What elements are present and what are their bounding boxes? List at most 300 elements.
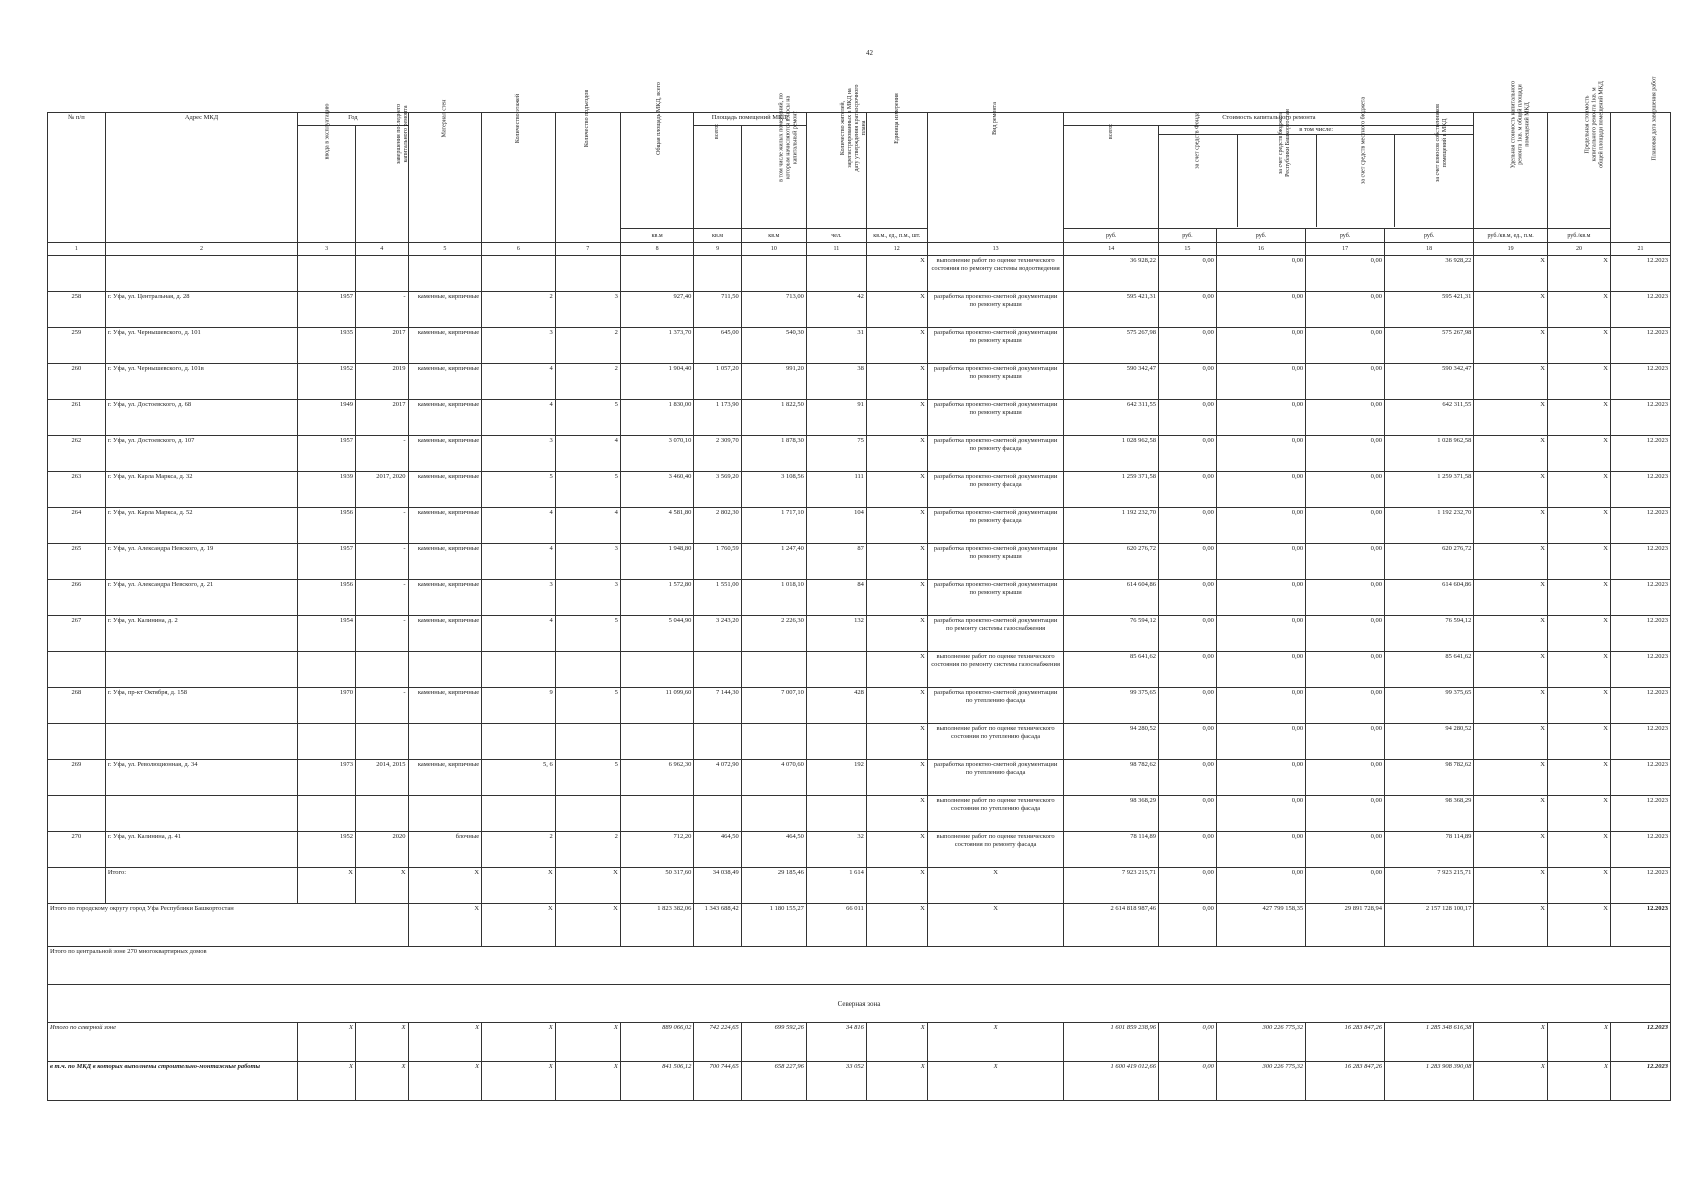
- north-total-cell: 300 226 775,32: [1216, 1023, 1305, 1062]
- column-number: 16: [1216, 243, 1305, 256]
- cell-fund: 0,00: [1159, 508, 1217, 544]
- cell-res: 104: [806, 508, 866, 544]
- cell-rep: 0,00: [1216, 580, 1305, 616]
- north-total-cell: X: [1474, 1023, 1548, 1062]
- unit-rub: руб.: [1384, 229, 1473, 243]
- cell-mat: каменные, кирпичные: [408, 508, 482, 544]
- cell-fund: 0,00: [1159, 256, 1217, 292]
- cell-total: 99 375,65: [1064, 688, 1159, 724]
- cell-res: 132: [806, 616, 866, 652]
- cell-fl: 2: [482, 832, 556, 868]
- column-number: 17: [1306, 243, 1385, 256]
- cell-rep: 0,00: [1216, 832, 1305, 868]
- cell-y1: [298, 724, 356, 760]
- cell-loc: 0,00: [1306, 652, 1385, 688]
- cell-work: разработка проектно-сметной документации по ремонту фасада: [927, 472, 1064, 508]
- cell-mat: каменные, кирпичные: [408, 364, 482, 400]
- capital-repair-table: [47, 76, 1671, 1101]
- cell-mat: каменные, кирпичные: [408, 292, 482, 328]
- cell-spec: X: [1474, 364, 1548, 400]
- cell-address: г. Уфа, ул. Достоевского, д. 107: [105, 436, 297, 472]
- cell-fund: 0,00: [1159, 472, 1217, 508]
- cell-p-all: 7 144,30: [694, 688, 741, 724]
- unit-rub-sq: руб./кв.м, ед., п.м.: [1474, 229, 1548, 243]
- cell-rep: 0,00: [1216, 436, 1305, 472]
- cell-y1: 1957: [298, 292, 356, 328]
- total-row: [48, 868, 1671, 904]
- cell-mat: каменные, кирпичные: [408, 616, 482, 652]
- cell-max: X: [1547, 796, 1610, 832]
- cell-date: 12.2023: [1610, 328, 1670, 364]
- city-total-cell: 12.2023: [1610, 904, 1670, 947]
- cell-unit: X: [866, 652, 927, 688]
- table-row: [48, 328, 1671, 364]
- header-max-cost: Предельная стоимость капитального ремонта 1кв. м общей площади помещений МКД: [1547, 113, 1610, 229]
- cell-work: выполнение работ по оценке технического состояния по утеплению фасада: [927, 724, 1064, 760]
- cell-fund: 0,00: [1159, 724, 1217, 760]
- cell-fund: 0,00: [1159, 796, 1217, 832]
- cell-y1: [298, 256, 356, 292]
- column-number: 20: [1547, 243, 1610, 256]
- cell-p-all: [694, 724, 741, 760]
- cell-no: 262: [48, 436, 106, 472]
- cell-address: г. Уфа, пр-кт Октября, д. 158: [105, 688, 297, 724]
- north-incl-cell: 658 227,96: [741, 1062, 806, 1101]
- cell-spec: X: [1474, 256, 1548, 292]
- cell-fl: 4: [482, 508, 556, 544]
- header-premises-in-fund: в том числе жилых помещений, по которым начисляются взносы на капитальный ремонт: [741, 126, 806, 229]
- unit-rub: руб.: [1064, 229, 1159, 243]
- cell-unit: X: [866, 472, 927, 508]
- cell-max: X: [1547, 832, 1610, 868]
- cell-y1: [298, 652, 356, 688]
- cell-area: 712,20: [620, 832, 694, 868]
- unit-area: кв.м: [620, 229, 694, 243]
- cell-y2: -: [355, 508, 408, 544]
- cell-res: 84: [806, 580, 866, 616]
- table-row: [48, 364, 1671, 400]
- cell-p-all: 1 760,59: [694, 544, 741, 580]
- header-cost-fund: за счет средств Фонда: [1159, 135, 1238, 227]
- column-number: 12: [866, 243, 927, 256]
- zone-heading-row: [48, 985, 1671, 1023]
- north-total-cell: 34 816: [806, 1023, 866, 1062]
- cell-max: X: [1547, 436, 1610, 472]
- cell-total: 76 594,12: [1064, 616, 1159, 652]
- cell-p-all: 464,50: [694, 832, 741, 868]
- cell-total: 1 028 962,58: [1064, 436, 1159, 472]
- cell-loc: 0,00: [1306, 328, 1385, 364]
- cell-total: 1 192 232,70: [1064, 508, 1159, 544]
- cell-mat: каменные, кирпичные: [408, 436, 482, 472]
- header-deadline: Плановая дата завершения работ: [1610, 113, 1670, 243]
- cell-mat: [408, 652, 482, 688]
- cell-work: разработка проектно-сметной документации по ремонту крыши: [927, 292, 1064, 328]
- cell-total: 642 311,55: [1064, 400, 1159, 436]
- cell-fund: 0,00: [1159, 544, 1217, 580]
- cell-fl: 9: [482, 688, 556, 724]
- cell-unit: X: [866, 292, 927, 328]
- cell-address: г. Уфа, ул. Революционная, д. 34: [105, 760, 297, 796]
- cell-date: 12.2023: [1610, 832, 1670, 868]
- cell-date: 12.2023: [1610, 688, 1670, 724]
- column-number: 10: [741, 243, 806, 256]
- total-cell: X: [555, 868, 620, 904]
- table-row: [48, 688, 1671, 724]
- cell-p-fund: 7 007,10: [741, 688, 806, 724]
- header-cost-total: всего:: [1064, 126, 1159, 229]
- header-cost-group: Стоимость капитального ремонта: [1064, 113, 1474, 126]
- cell-fund: 0,00: [1159, 292, 1217, 328]
- cell-p-all: 3 243,20: [694, 616, 741, 652]
- total-cell: X: [298, 868, 356, 904]
- cell-p-fund: 1 018,10: [741, 580, 806, 616]
- table-row: [48, 652, 1671, 688]
- cell-p-fund: 2 226,30: [741, 616, 806, 652]
- cell-y1: 1939: [298, 472, 356, 508]
- cell-spec: X: [1474, 400, 1548, 436]
- cell-unit: X: [866, 616, 927, 652]
- cell-date: 12.2023: [1610, 364, 1670, 400]
- cell-p-all: 1 551,00: [694, 580, 741, 616]
- header-no: № п/п: [48, 113, 106, 243]
- cell-mat: блочные: [408, 832, 482, 868]
- cell-area: [620, 652, 694, 688]
- cell-fl: 2: [482, 292, 556, 328]
- cell-p-fund: [741, 256, 806, 292]
- unit-rub-sqm: руб./кв.м: [1547, 229, 1610, 243]
- cell-unit: X: [866, 832, 927, 868]
- total-cell: 1 614: [806, 868, 866, 904]
- cell-en: 2: [555, 832, 620, 868]
- cell-y1: 1952: [298, 832, 356, 868]
- total-cell: X: [927, 868, 1064, 904]
- cell-spec: X: [1474, 580, 1548, 616]
- cell-rep: 0,00: [1216, 544, 1305, 580]
- cell-max: X: [1547, 544, 1610, 580]
- zone-heading: Северная зона: [48, 985, 1671, 1023]
- cell-address: г. Уфа, ул. Александра Невского, д. 19: [105, 544, 297, 580]
- city-total-cell: X: [408, 904, 482, 947]
- cell-work: выполнение работ по оценке технического состояния по ремонту фасада: [927, 832, 1064, 868]
- cell-en: 2: [555, 364, 620, 400]
- city-total-cell: 1 343 688,42: [694, 904, 741, 947]
- cell-no: 266: [48, 580, 106, 616]
- cell-work: разработка проектно-сметной документации по ремонту фасада: [927, 508, 1064, 544]
- cell-spec: X: [1474, 832, 1548, 868]
- cell-res: 111: [806, 472, 866, 508]
- cell-own: 642 311,55: [1384, 400, 1473, 436]
- cell-work: разработка проектно-сметной документации по утеплению фасада: [927, 760, 1064, 796]
- cell-fl: 4: [482, 544, 556, 580]
- cell-unit: X: [866, 544, 927, 580]
- cell-area: [620, 256, 694, 292]
- cell-y2: 2019: [355, 364, 408, 400]
- north-incl-cell: 1 283 908 390,08: [1384, 1062, 1473, 1101]
- cell-no: [48, 724, 106, 760]
- north-incl-cell: X: [1474, 1062, 1548, 1101]
- cell-work: выполнение работ по оценке технического состояния по ремонту системы водоотведения: [927, 256, 1064, 292]
- column-number: 11: [806, 243, 866, 256]
- column-number: 15: [1159, 243, 1217, 256]
- cell-y2: -: [355, 580, 408, 616]
- north-total-cell: X: [408, 1023, 482, 1062]
- north-incl-cell: X: [482, 1062, 556, 1101]
- cell-area: 6 962,30: [620, 760, 694, 796]
- cell-rep: 0,00: [1216, 364, 1305, 400]
- north-incl-cell: 700 744,65: [694, 1062, 741, 1101]
- cell-rep: 0,00: [1216, 328, 1305, 364]
- cell-unit: X: [866, 760, 927, 796]
- cell-y2: 2017: [355, 328, 408, 364]
- header-cost-owners: за счет взносов собственников помещений в МКД: [1435, 104, 1449, 182]
- north-total-label: Итого по северной зоне: [48, 1023, 298, 1062]
- unit-measure: кв.м., ед., п.м., шт.: [866, 229, 927, 243]
- total-cell: 7 923 215,71: [1064, 868, 1159, 904]
- column-number: 5: [408, 243, 482, 256]
- city-total-cell: X: [555, 904, 620, 947]
- unit-people: чел.: [806, 229, 866, 243]
- north-total-cell: 742 224,65: [694, 1023, 741, 1062]
- cell-own: 98 368,29: [1384, 796, 1473, 832]
- city-total-row: [48, 904, 1671, 947]
- cell-fund: 0,00: [1159, 400, 1217, 436]
- column-number: 14: [1064, 243, 1159, 256]
- north-total-row: [48, 1023, 1671, 1062]
- cell-address: г. Уфа, ул. Чернышевского, д. 101в: [105, 364, 297, 400]
- cell-y2: [355, 652, 408, 688]
- header-incl: в том числе: за счет средств Фонда за счет средств бюджета Республики Башкортостан за счет средств местного бюджета за счет взносов собственников помещений в МКД: [1159, 126, 1474, 229]
- cell-p-fund: [741, 724, 806, 760]
- table-row: [48, 616, 1671, 652]
- cell-max: X: [1547, 472, 1610, 508]
- header-cost-local: за счет средств местного бюджета: [1316, 135, 1395, 227]
- cell-spec: X: [1474, 724, 1548, 760]
- cell-y2: -: [355, 688, 408, 724]
- cell-no: 263: [48, 472, 106, 508]
- cell-address: [105, 724, 297, 760]
- cell-res: 31: [806, 328, 866, 364]
- cell-en: 5: [555, 400, 620, 436]
- north-total-cell: X: [927, 1023, 1064, 1062]
- column-number: 6: [482, 243, 556, 256]
- cell-rep: 0,00: [1216, 616, 1305, 652]
- cell-mat: [408, 724, 482, 760]
- cell-mat: каменные, кирпичные: [408, 688, 482, 724]
- cell-total: 614 604,86: [1064, 580, 1159, 616]
- cell-area: [620, 724, 694, 760]
- city-total-cell: X: [927, 904, 1064, 947]
- cell-address: г. Уфа, ул. Александра Невского, д. 21: [105, 580, 297, 616]
- cell-res: 87: [806, 544, 866, 580]
- cell-p-fund: 4 070,60: [741, 760, 806, 796]
- cell-en: 5: [555, 472, 620, 508]
- cell-date: 12.2023: [1610, 436, 1670, 472]
- cell-mat: каменные, кирпичные: [408, 580, 482, 616]
- cell-loc: 0,00: [1306, 760, 1385, 796]
- cell-area: 4 581,80: [620, 508, 694, 544]
- cell-y2: 2020: [355, 832, 408, 868]
- column-number: 4: [355, 243, 408, 256]
- cell-own: 614 604,86: [1384, 580, 1473, 616]
- cell-no: 258: [48, 292, 106, 328]
- cell-loc: 0,00: [1306, 364, 1385, 400]
- cell-total: 98 782,62: [1064, 760, 1159, 796]
- cell-area: 927,40: [620, 292, 694, 328]
- north-total-cell: 0,00: [1159, 1023, 1217, 1062]
- cell-p-fund: 1 717,10: [741, 508, 806, 544]
- cell-unit: X: [866, 400, 927, 436]
- cell-y2: -: [355, 544, 408, 580]
- cell-en: 5: [555, 688, 620, 724]
- total-cell: X: [1474, 868, 1548, 904]
- cell-max: X: [1547, 328, 1610, 364]
- city-total-cell: 2 157 128 100,17: [1384, 904, 1473, 947]
- north-total-cell: X: [555, 1023, 620, 1062]
- city-total-cell: 29 891 728,94: [1306, 904, 1385, 947]
- cell-own: 98 782,62: [1384, 760, 1473, 796]
- cell-fl: [482, 652, 556, 688]
- central-zone-label: Итого по центральной зоне 270 многоквартирных домов: [48, 947, 1671, 985]
- cell-spec: X: [1474, 688, 1548, 724]
- cell-mat: каменные, кирпичные: [408, 400, 482, 436]
- cell-fund: 0,00: [1159, 832, 1217, 868]
- cell-date: 12.2023: [1610, 724, 1670, 760]
- cell-work: разработка проектно-сметной документации по ремонту крыши: [927, 400, 1064, 436]
- cell-fund: 0,00: [1159, 580, 1217, 616]
- cell-work: выполнение работ по оценке технического состояния по ремонту системы газоснабжения: [927, 652, 1064, 688]
- cell-no: [48, 652, 106, 688]
- table-row: [48, 256, 1671, 292]
- total-cell: 34 038,49: [694, 868, 741, 904]
- column-number: 21: [1610, 243, 1670, 256]
- cell-area: [620, 796, 694, 832]
- cell-work: разработка проектно-сметной документации по ремонту крыши: [927, 364, 1064, 400]
- cell-date: 12.2023: [1610, 616, 1670, 652]
- cell-rep: 0,00: [1216, 508, 1305, 544]
- cell-total: 575 267,98: [1064, 328, 1159, 364]
- cell-date: 12.2023: [1610, 652, 1670, 688]
- cell-own: 575 267,98: [1384, 328, 1473, 364]
- cell-rep: 0,00: [1216, 652, 1305, 688]
- cell-date: 12.2023: [1610, 796, 1670, 832]
- cell-no: 269: [48, 760, 106, 796]
- cell-p-all: 4 072,90: [694, 760, 741, 796]
- cell-en: 2: [555, 328, 620, 364]
- north-incl-cell: X: [927, 1062, 1064, 1101]
- cell-loc: 0,00: [1306, 832, 1385, 868]
- cell-work: разработка проектно-сметной документации по ремонту крыши: [927, 580, 1064, 616]
- north-incl-cell: X: [408, 1062, 482, 1101]
- cell-date: 12.2023: [1610, 544, 1670, 580]
- north-incl-cell: X: [866, 1062, 927, 1101]
- cell-y1: [298, 796, 356, 832]
- cell-own: 1 259 371,58: [1384, 472, 1473, 508]
- total-cell: X: [866, 868, 927, 904]
- cell-fund: 0,00: [1159, 364, 1217, 400]
- cell-work: разработка проектно-сметной документации по ремонту системы газоснабжения: [927, 616, 1064, 652]
- total-cell: X: [355, 868, 408, 904]
- cell-address: г. Уфа, ул. Достоевского, д. 68: [105, 400, 297, 436]
- cell-date: 12.2023: [1610, 292, 1670, 328]
- column-number: 8: [620, 243, 694, 256]
- column-number: 2: [105, 243, 297, 256]
- cell-loc: 0,00: [1306, 724, 1385, 760]
- cell-max: X: [1547, 616, 1610, 652]
- cell-rep: 0,00: [1216, 256, 1305, 292]
- cell-spec: X: [1474, 292, 1548, 328]
- column-number: 19: [1474, 243, 1548, 256]
- cell-loc: 0,00: [1306, 400, 1385, 436]
- city-total-cell: 1 180 155,27: [741, 904, 806, 947]
- cell-loc: 0,00: [1306, 508, 1385, 544]
- cell-res: [806, 256, 866, 292]
- north-total-cell: X: [866, 1023, 927, 1062]
- cell-area: 1 572,80: [620, 580, 694, 616]
- cell-en: 4: [555, 436, 620, 472]
- cell-fund: 0,00: [1159, 616, 1217, 652]
- cell-loc: 0,00: [1306, 616, 1385, 652]
- header-repair-type: Вид ремонта: [927, 113, 1064, 243]
- total-label: Итого:: [105, 868, 297, 904]
- north-incl-cell: X: [298, 1062, 356, 1101]
- cell-loc: 0,00: [1306, 472, 1385, 508]
- city-total-cell: X: [1547, 904, 1610, 947]
- cell-en: 3: [555, 544, 620, 580]
- header-total-area: Общая площадь МКД, всего: [620, 113, 694, 229]
- cell-p-all: 645,00: [694, 328, 741, 364]
- cell-p-all: [694, 256, 741, 292]
- cell-fl: 3: [482, 580, 556, 616]
- cell-own: 1 192 232,70: [1384, 508, 1473, 544]
- cell-area: 1 904,40: [620, 364, 694, 400]
- cell-work: разработка проектно-сметной документации по ремонту фасада: [927, 436, 1064, 472]
- cell-area: 1 830,00: [620, 400, 694, 436]
- header-cost-republic: за счет средств бюджета Республики Башкортостан: [1238, 135, 1317, 227]
- cell-y1: 1970: [298, 688, 356, 724]
- city-total-cell: X: [1474, 904, 1548, 947]
- cell-mat: каменные, кирпичные: [408, 544, 482, 580]
- cell-y1: 1956: [298, 580, 356, 616]
- cell-no: 260: [48, 364, 106, 400]
- north-total-cell: X: [298, 1023, 356, 1062]
- cell-y1: 1949: [298, 400, 356, 436]
- cell-unit: X: [866, 688, 927, 724]
- cell-res: 91: [806, 400, 866, 436]
- cell-en: 3: [555, 580, 620, 616]
- table-row: [48, 580, 1671, 616]
- cell-rep: 0,00: [1216, 400, 1305, 436]
- page-number: 42: [866, 49, 873, 57]
- north-total-cell: 889 066,02: [620, 1023, 694, 1062]
- cell-address: г. Уфа, ул. Калинина, д. 41: [105, 832, 297, 868]
- cell-fund: 0,00: [1159, 688, 1217, 724]
- north-incl-cell: X: [555, 1062, 620, 1101]
- table-row: [48, 400, 1671, 436]
- cell-rep: 0,00: [1216, 760, 1305, 796]
- cell-y1: 1954: [298, 616, 356, 652]
- cell-address: г. Уфа, ул. Карла Маркса, д. 52: [105, 508, 297, 544]
- city-total-cell: X: [866, 904, 927, 947]
- cell-total: 98 368,29: [1064, 796, 1159, 832]
- total-cell: 0,00: [1216, 868, 1305, 904]
- cell-own: 36 928,22: [1384, 256, 1473, 292]
- north-incl-cell: X: [355, 1062, 408, 1101]
- unit-area: кв.м: [694, 229, 741, 243]
- cell-fl: 5, 6: [482, 760, 556, 796]
- cell-p-fund: 540,30: [741, 328, 806, 364]
- cell-area: 1 948,80: [620, 544, 694, 580]
